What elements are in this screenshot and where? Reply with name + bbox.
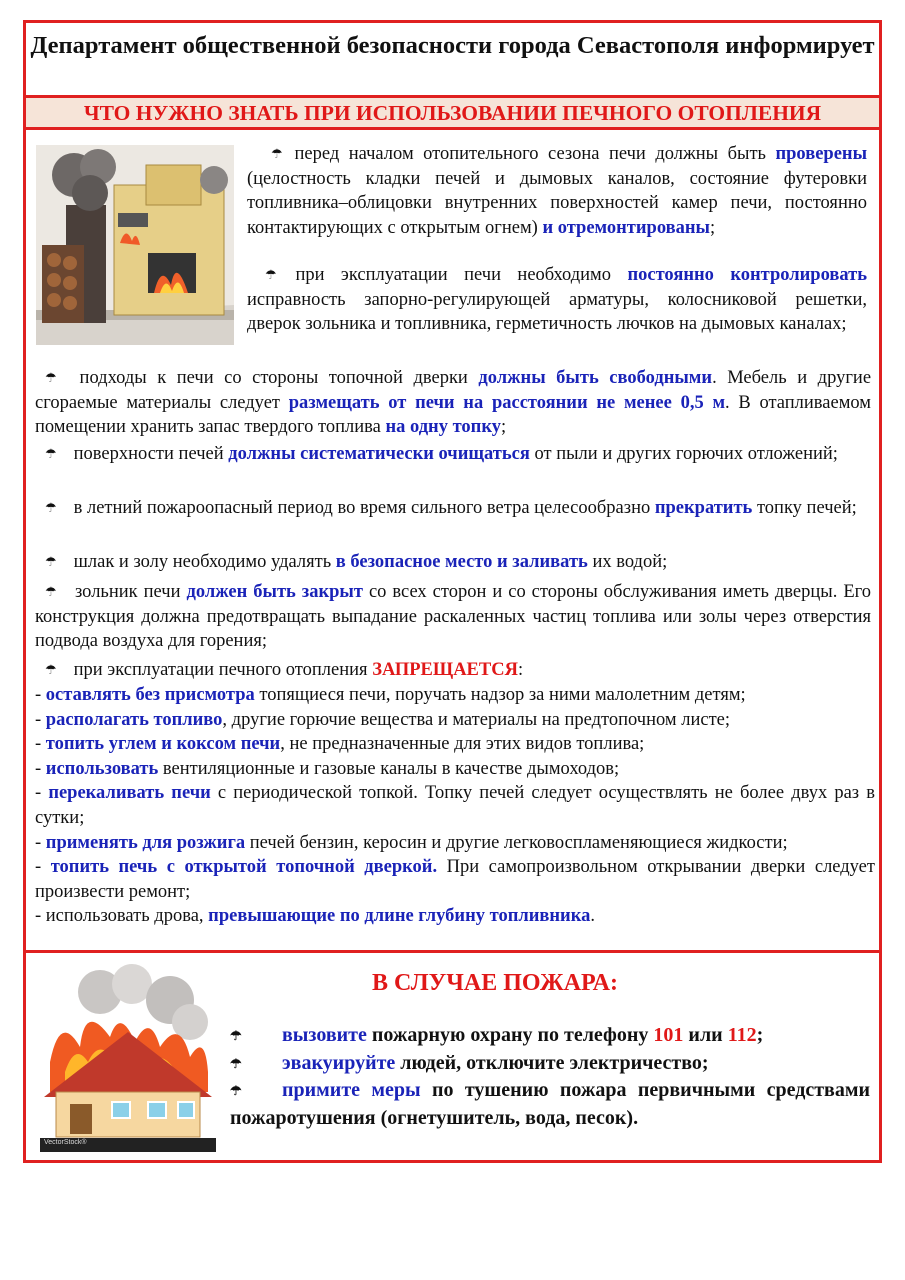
bullet-icon: ☂	[265, 267, 277, 282]
bullet-icon: ☂	[230, 1028, 242, 1043]
prohibited-list	[35, 683, 875, 929]
burning-house-illustration	[40, 962, 216, 1152]
list-item: - использовать вентиляционные и газовые каналы в качестве дымоходов;	[35, 758, 620, 779]
bullet-icon: ☂	[45, 370, 57, 385]
fire-instructions	[230, 1022, 870, 1132]
rule-access: ☂ подходы к печи со стороны топочной дверки должны быть свободными. Мебель и другие сгораемые материалы следует размещать от печи на расстоянии не менее 0,5 м. В отапливаемом помещении хранить запас твердого топлива на одну топку;	[35, 368, 872, 438]
rule-ash: ☂ шлак и золу необходимо удалять в безопасное место и заливать их водой;	[35, 550, 871, 575]
watermark: VectorStock®	[44, 1139, 87, 1146]
bullet-icon: ☂	[45, 446, 57, 461]
rule-summer: ☂ в летний пожароопасный период во время сильного ветра целесообразно прекратить топку печей;	[35, 496, 871, 521]
bullet-icon: ☂	[271, 146, 283, 161]
rule-ashpit: ☂ зольник печи должен быть закрыт со всех сторон и со стороны обслуживания иметь дверцы. Его конструкция должна предотвращать выпадание раскаленных частиц топлива или золы через отверстия подвода воздуха для горения;	[35, 582, 872, 652]
divider	[26, 950, 879, 953]
list-item: ☂ вызовите пожарную охрану по телефону 101 или 112;	[230, 1022, 870, 1050]
fire-section-title: В СЛУЧАЕ ПОЖАРА:	[372, 970, 618, 996]
bullet-icon: ☂	[45, 662, 57, 677]
list-item: ☂ эвакуируйте людей, отключите электричество;	[230, 1050, 870, 1078]
list-item: - топить углем и коксом печи, не предназначенные для этих видов топлива;	[35, 734, 645, 755]
intro-paragraph-1: ☂ перед началом отопительного сезона печи должны быть проверены (целостность кладки печей и дымовых каналов, состояние футеровки топливника–облицовки внутренних поверхностей камер печи, постоянно контактирующих с открытым огнем) и отремонтированы;	[247, 144, 868, 238]
bullet-icon: ☂	[45, 500, 57, 515]
list-item: - перекаливать печи с периодической топкой. Топку печей следует осуществлять не более двух раз в сутки;	[35, 783, 875, 828]
list-item: - использовать дрова, превышающие по длине глубину топливника.	[35, 906, 595, 927]
rule-cleaning: ☂ поверхности печей должны систематически очищаться от пыли и других горючих отложений;	[35, 442, 871, 467]
section-subtitle: ЧТО НУЖНО ЗНАТЬ ПРИ ИСПОЛЬЗОВАНИИ ПЕЧНОГО ОТОПЛЕНИЯ	[26, 98, 879, 130]
prohibited-heading: ☂ при эксплуатации печного отопления ЗАПРЕЩАЕТСЯ:	[35, 658, 871, 683]
bullet-icon: ☂	[45, 584, 57, 599]
list-item: - располагать топливо, другие горючие вещества и материалы на предтопочном листе;	[35, 709, 731, 730]
list-item: ☂ примите меры по тушению пожара первичными средствами пожаротушения (огнетушитель, вода, песок).	[230, 1079, 870, 1129]
bullet-icon: ☂	[45, 554, 57, 569]
list-item: - применять для розжига печей бензин, керосин и другие легковоспламеняющиеся жидкости;	[35, 832, 788, 853]
list-item: - топить печь с открытой топочной дверкой. При самопроизвольном открывании дверки следует произвести ремонт;	[35, 857, 875, 902]
list-item: - оставлять без присмотра топящиеся печи, поручать надзор за ними малолетним детям;	[35, 685, 746, 705]
page-title: Департамент общественной безопасности города Севастополя информирует	[30, 32, 875, 59]
bullet-icon: ☂	[230, 1055, 242, 1071]
bullet-icon: ☂	[230, 1083, 242, 1098]
stove-illustration	[36, 145, 234, 345]
intro-paragraph-2: ☂ при эксплуатации печи необходимо постоянно контролировать исправность запорно-регулирующей арматуры, колосниковой решетки, дверок зольника и топливника, герметичность лючков на дымовых каналах;	[247, 265, 868, 335]
